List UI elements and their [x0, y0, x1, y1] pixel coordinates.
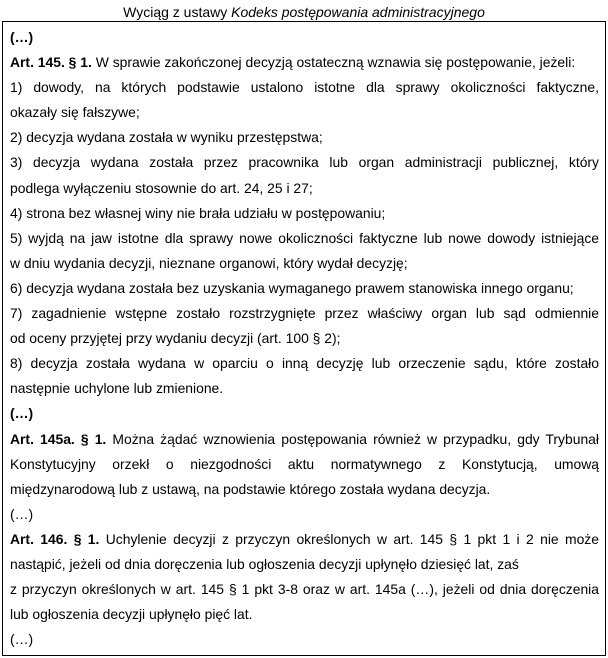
statute-excerpt-box: [2, 21, 606, 656]
art-145a-text: Można żądać wznowienia postępowania również w przypadku, gdy Trybunał: [106, 430, 599, 447]
document-caption: [0, 3, 608, 21]
art-145-point-5: 5) wyjdą na jaw istotne dla sprawy nowe okoliczności faktyczne lub nowe dowody istniejące: [10, 229, 599, 246]
art-145-point-4: 4) strona bez własnej winy nie brała udziału w postępowaniu;: [10, 204, 386, 221]
art-145-point-2: 2) decyzja wydana została w wyniku przestępstwa;: [10, 129, 323, 146]
art-145-point-3-cont: podlega wyłączeniu stosownie do art. 24, 25 i 27;: [10, 179, 313, 196]
art-145a-heading: Art. 145a. § 1.: [10, 430, 107, 447]
art-146-heading: Art. 146. § 1.: [10, 530, 100, 547]
art-145-point-3: 3) decyzja wydana została przez pracownika lub organ administracji publicznej, który: [10, 154, 599, 171]
ellipsis-marker: (…): [10, 29, 34, 45]
art-146-text: Uchylenie decyzji z przyczyn określonych w art. 145 § 1 pkt 1 i 2 nie może: [99, 530, 599, 547]
art-145-point-7: 7) zagadnienie wstępne zostało rozstrzygnięte przez właściwy organ lub sąd odmiennie: [10, 305, 599, 322]
statute-text: [10, 25, 599, 652]
art-146-line-4: lub ogłoszenia decyzji upłynęło pięć lat.: [10, 606, 253, 623]
ellipsis-marker: (…): [10, 505, 34, 522]
art-145-heading: Art. 145. § 1.: [10, 54, 92, 71]
art-145a-line-3: międzynarodową lub z ustawą, na podstawie którego została wydana decyzja.: [10, 480, 491, 497]
art-145-intro-text: W sprawie zakończonej decyzją ostateczną wznawia się postępowanie, jeżeli:: [91, 54, 576, 71]
art-146-line-3: z przyczyn określonych w art. 145 § 1 pkt 3-8 oraz w art. 145a (…), jeżeli od dnia doręczenia: [10, 581, 599, 598]
ellipsis-marker: (…): [10, 631, 34, 648]
art-145-point-1-cont: okazały się fałszywe;: [10, 104, 140, 121]
art-145-point-1: 1) dowody, na których podstawie ustalono istotne dla sprawy okoliczności faktyczne,: [10, 79, 599, 96]
ellipsis-marker: (…): [10, 405, 34, 422]
art-145-point-8: 8) decyzja została wydana w oparciu o inną decyzję lub orzeczenie sądu, które zostało: [10, 355, 599, 372]
caption-prefix: Wyciąg z ustawy: [123, 4, 232, 20]
art-146-line-1: [10, 527, 599, 552]
caption-title: Kodeks postępowania administracyjnego: [231, 4, 485, 20]
art-145-intro: [10, 50, 599, 75]
art-145-point-6: 6) decyzja wydana została bez uzyskania wymaganego prawem stanowiska innego organu;: [10, 279, 574, 296]
art-146-line-2: nastąpić, jeżeli od dnia doręczenia lub ogłoszenia decyzji upłynęło dziesięć lat, zaś: [10, 555, 519, 572]
art-145a-line-1: [10, 427, 599, 452]
art-145a-line-2: Konstytucyjny orzekł o niezgodności aktu normatywnego z Konstytucją, umową: [10, 455, 599, 472]
art-145-point-8-cont: następnie uchylone lub zmienione.: [10, 380, 224, 397]
art-145-point-7-cont: od oceny przyjętej przy wydaniu decyzji (art. 100 § 2);: [10, 330, 341, 347]
art-145-point-5-cont: w dniu wydania decyzji, nieznane organowi, który wydał decyzję;: [10, 254, 408, 271]
